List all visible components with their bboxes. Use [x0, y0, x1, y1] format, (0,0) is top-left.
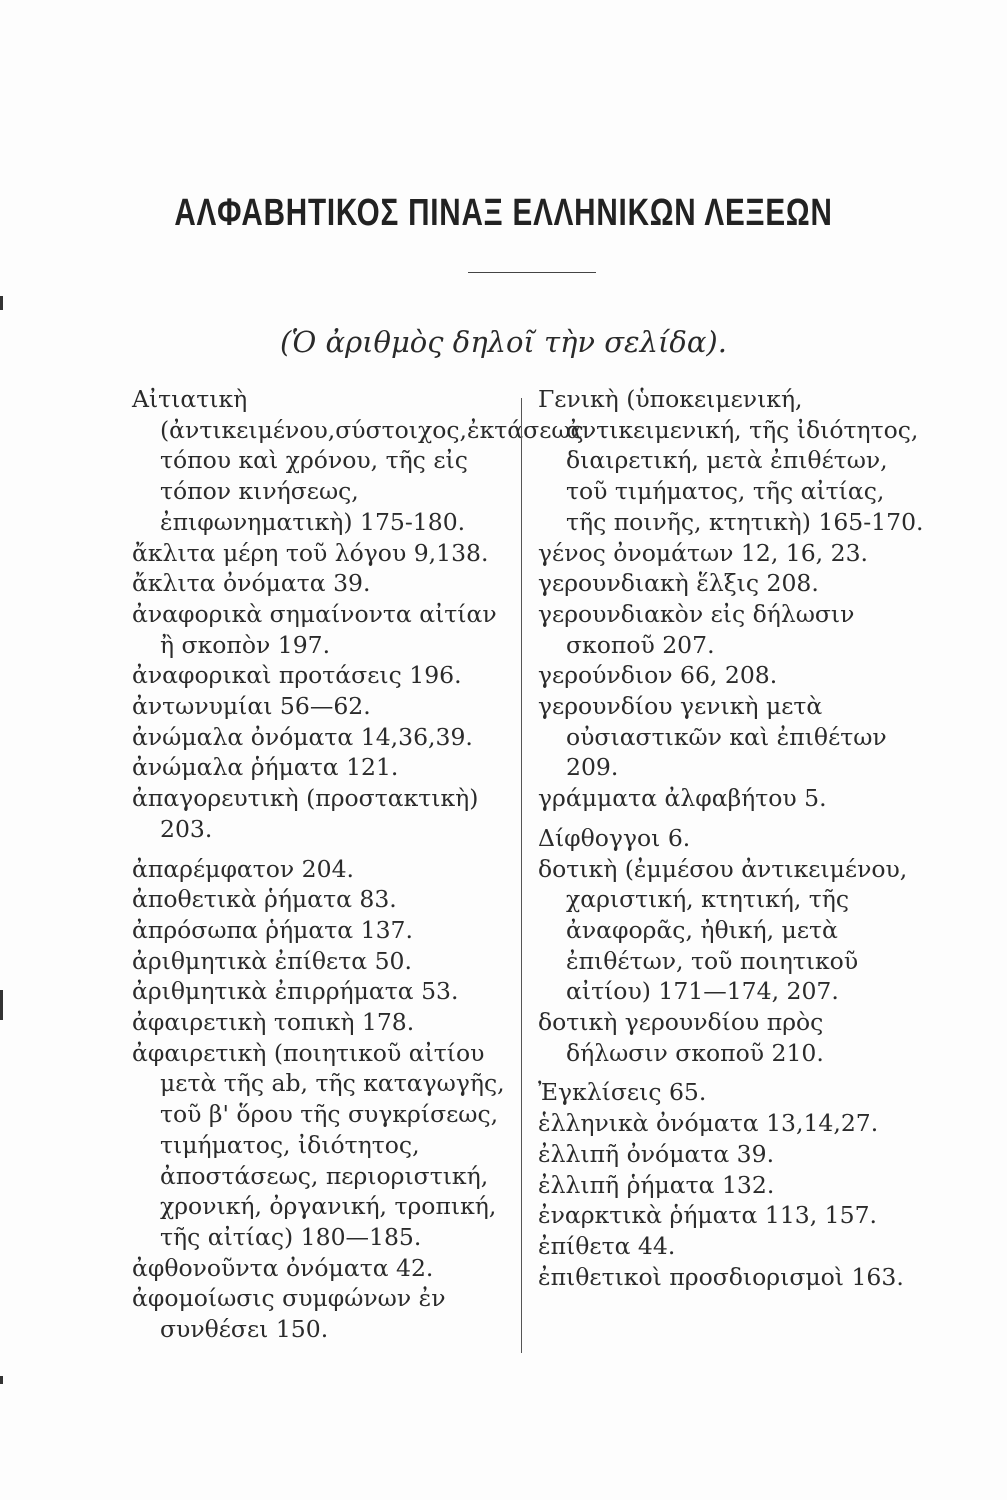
index-entry: ἀριθμητικὰ ἐπίθετα 50.	[132, 946, 412, 975]
index-entry: Δίφθογγοι 6.	[538, 823, 691, 852]
index-entry: ἀφομοίωσις συμφώνων ἐν συνθέσει 150.	[132, 1284, 446, 1344]
index-entry: δοτικὴ γερουνδίου πρὸς δήλωσιν σκοποῦ 210.	[538, 1008, 824, 1067]
index-entry: γερουνδίου γενικὴ μετὰ οὐσιαστικῶν καὶ ἐπιθέτων 209.	[538, 692, 887, 782]
index-entry: ἐπίθετα 44.	[538, 1231, 676, 1260]
index-entry: ἀναφορικαὶ προτάσεις 196.	[132, 661, 462, 690]
index-entry: ἀπαρέμφατον 204.	[132, 854, 354, 883]
index-column-left	[132, 384, 584, 1345]
column-divider	[521, 398, 522, 1353]
index-entry: ἀποθετικὰ ῥήματα 83.	[132, 885, 397, 914]
index-entry: ἀπαγορευτικὴ (προστακτικὴ) 203.	[132, 784, 479, 843]
index-entry: Γενικὴ (ὑποκειμενική, ἀντικειμενική, τῆς ἰδιότητος, διαιρετική, μετὰ ἐπιθέτων, τοῦ τιμήματος, τῆς αἰτίας, τῆς ποινῆς, κτητικὴ) 165-170.	[538, 385, 924, 536]
index-entry: Αἰτιατικὴ (ἀντικειμένου,σύστοιχος,ἐκτάσεως τόπου καὶ χρόνου, τῆς εἰς τόπον κινήσεως, ἐπιφωνηματικὴ) 175-180.	[132, 385, 584, 536]
page-subtitle: (Ὁ ἀριθμὸς δηλοῖ τὴν σελίδα).	[280, 325, 727, 359]
index-entry: ἐλλιπῆ ὀνόματα 39.	[538, 1139, 775, 1168]
index-entry: ἀντωνυμίαι 56—62.	[132, 692, 371, 721]
index-entry: γερουνδιακὸν εἰς δήλωσιν σκοποῦ 207.	[538, 599, 855, 659]
index-entry: ἄκλιτα ὀνόματα 39.	[132, 569, 371, 598]
index-entry: Ἐγκλίσεις 65.	[538, 1078, 707, 1107]
page-edge-mark	[0, 1376, 3, 1384]
index-entry: ἀνώμαλα ῥήματα 121.	[132, 753, 399, 782]
index-entry: ἀφαιρετικὴ τοπικὴ 178.	[132, 1008, 415, 1037]
index-entry: γένος ὀνομάτων 12, 16, 23.	[538, 538, 868, 567]
index-entry: ἀφαιρετικὴ (ποιητικοῦ αἰτίου μετὰ τῆς ab, τῆς καταγωγῆς, τοῦ β' ὅρου τῆς συγκρίσεως, τιμήματος, ἰδιότητος, ἀποστάσεως, περιοριστική, χρονική, ὀργανική, τροπική, τῆς αἰτίας) 180—185.	[132, 1038, 505, 1251]
index-entry: ἀναφορικὰ σημαίνοντα αἰτίαν ἢ σκοπὸν 197.	[132, 599, 497, 659]
page-edge-mark	[0, 990, 3, 1020]
index-entry: ἐπιθετικοὶ προσδιορισμοὶ 163.	[538, 1262, 904, 1291]
index-entry: ἀπρόσωπα ῥήματα 137.	[132, 915, 413, 944]
index-entry: ἀφθονοῦντα ὀνόματα 42.	[132, 1253, 434, 1282]
index-entry: ἀνώμαλα ὀνόματα 14,36,39.	[132, 722, 473, 751]
title-rule	[468, 272, 596, 273]
page-title: ΑΛΦΑΒΗΤΙΚΟΣ ΠΙΝΑΞ ΕΛΛΗΝΙΚΩΝ ΛΕΞΕΩΝ	[174, 192, 833, 234]
index-entry: ἐναρκτικὰ ῥήματα 113, 157.	[538, 1201, 878, 1230]
index-entry: γράμματα ἀλφαβήτου 5.	[538, 784, 827, 813]
index-entry: γερουνδιακὴ ἕλξις 208.	[538, 569, 819, 598]
index-entry: γερούνδιον 66, 208.	[538, 661, 778, 690]
index-entry: ἄκλιτα μέρη τοῦ λόγου 9,138.	[132, 538, 489, 567]
index-entry: ἑλληνικὰ ὀνόματα 13,14,27.	[538, 1109, 879, 1138]
index-column-right	[538, 384, 928, 1292]
index-entry: ἐλλιπῆ ῥήματα 132.	[538, 1170, 775, 1199]
index-entry: ἀριθμητικὰ ἐπιρρήματα 53.	[132, 977, 459, 1006]
page-edge-mark	[0, 296, 3, 310]
index-entry: δοτικὴ (ἐμμέσου ἀντικειμένου, χαριστική, κτητική, τῆς ἀναφορᾶς, ἠθική, μετὰ ἐπιθέτων, τοῦ ποιητικοῦ αἰτίου) 171—174, 207.	[538, 854, 908, 1006]
